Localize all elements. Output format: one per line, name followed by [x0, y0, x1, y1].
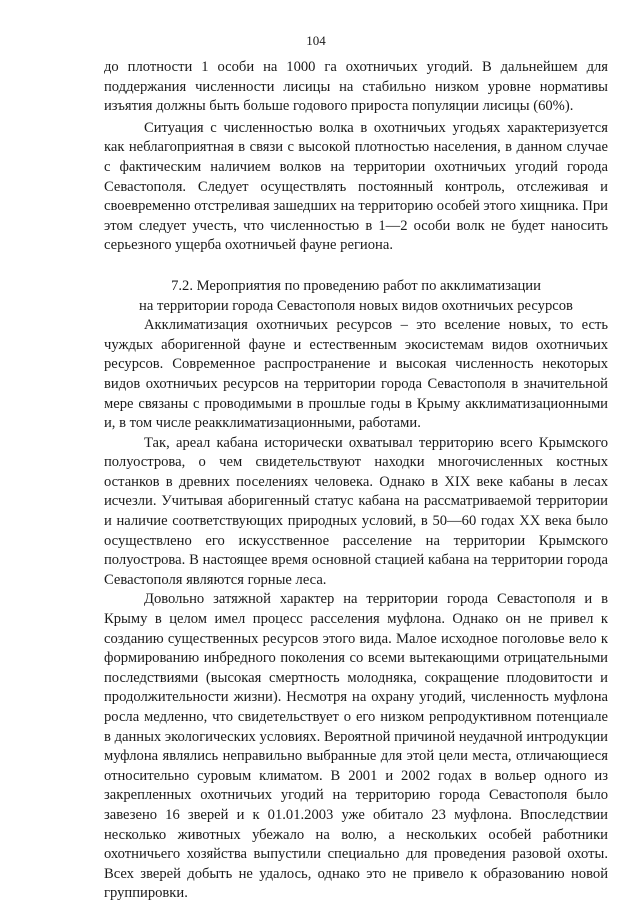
paragraph-wolf-situation: Ситуация с численностью волка в охотничьих угодьях характеризуется как неблагоприятная в связи с высокой плотностью населения, в данном случае с фактическим наличием волков на территории охотничьих угодий города Севастополя. Следует осуществлять постоянный контроль, отслеживая и своевременно отстреливая зашедших на территорию особей этого хищника. При этом следует учесть, что численностью в 1—2 особи волк не будет наносить серьезного ущерба охотничьей фауне региона.	[104, 119, 608, 254]
paragraph-fox-quota: до плотности 1 особи на 1000 га охотничьих угодий. В дальнейшем для поддержания численности лисицы на стабильно низком уровне нормативы изъятия должны быть больше годового прироста популяции лисицы (60%).	[104, 59, 608, 115]
page-number: 104	[306, 33, 326, 48]
section-heading-line-2: на территории города Севастополя новых видов охотничьих ресурсов	[139, 297, 573, 314]
paragraph-mouflon: Довольно затяжной характер на территории города Севастополя и в Крыму в целом имел процесс расселения муфлона. Однако он не привел к созданию существенных ресурсов этого вида. Малое исходное поголовье вело к формированию инбредного поколения со всеми вытекающими отрицательными последствиями (высокая смертность молодняка, сокращение плодовитости и продолжительности жизни). Несмотря на охрану угодий, численность муфлона росла медленно, что свидетельствует о его низком репродуктивном потенциале в данных экологических условиях. Вероятной причиной неудачной интродукции муфлона являлись неправильно выбранные для этой цели места, отличающиеся относительно суровым климатом. В 2001 и 2002 годах в вольер одного из закрепленных охотничьих угодий на территорию города Севастополя было завезено 16 зверей и к 01.01.2003 уже обитало 23 муфлона. Впоследствии несколько животных убежало на волю, а нескольких особей работники охотничьего хозяйства выпустили специально для проведения разовой охоты. Всех зверей добыть не удалось, однако это не привело к образованию новой группировки.	[104, 591, 608, 902]
paragraph-acclimatization-definition: Акклиматизация охотничьих ресурсов – это вселение новых, то есть чуждых аборигенной фауне и естественным экосистемам видов охотничьих ресурсов. Современное распространение и высокая численность некоторых видов охотничьих ресурсов на территории города Севастополя в значительной мере связаны с проводимыми в прошлые годы в Крыму акклиматизационными и, в том числе реакклиматизационными, работами.	[104, 317, 608, 432]
document-body	[104, 58, 608, 904]
section-heading-line-1: 7.2. Мероприятия по проведению работ по акклиматизации	[171, 277, 541, 294]
paragraph-boar-range: Так, ареал кабана исторически охватывал территорию всего Крымского полуострова, о чем свидетельствуют находки многочисленных костных останков в древних поселениях человека. Однако в XIX веке кабаны в лесах исчезли. Учитывая аборигенный статус кабана на рассматриваемой территории и наличие соответствующих природных условий, в 50—60 годах XX века было осуществлено его искусственное расселение на территории Крымского полуострова. В настоящее время основной стацией кабана на территории города Севастополя являются горные леса.	[104, 434, 608, 588]
